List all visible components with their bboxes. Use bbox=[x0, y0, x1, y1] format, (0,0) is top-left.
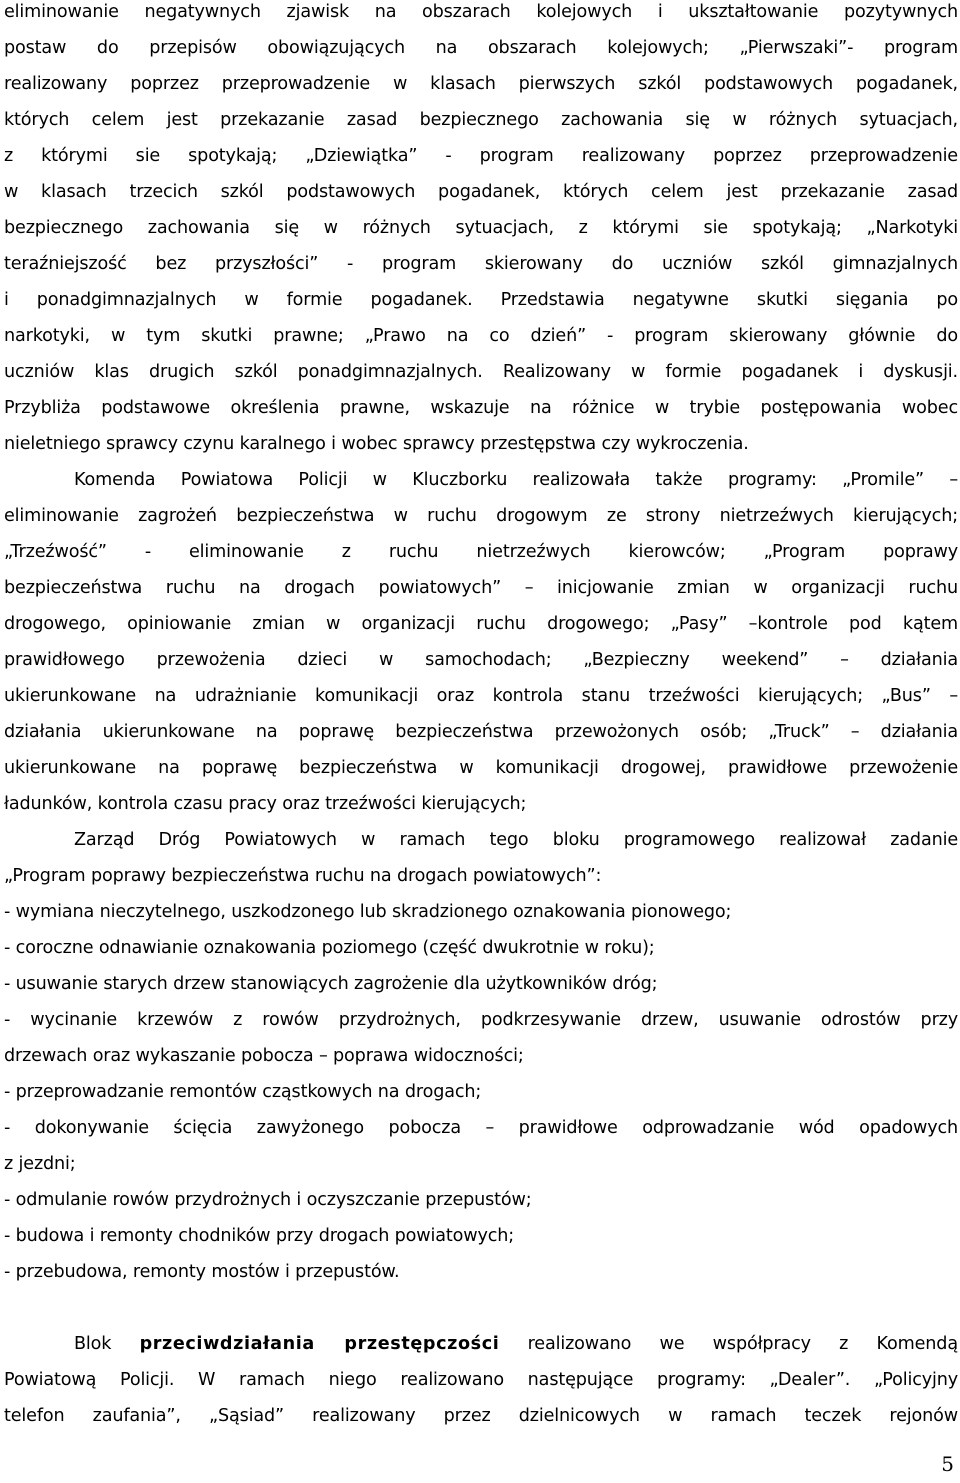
text-line: „Trzeźwość” - eliminowanie z ruchu nietrzeźwych kierowców; „Program poprawy bbox=[4, 542, 958, 562]
text-line: uczniów klas drugich szkól ponadgimnazjalnych. Realizowany w formie pogadanek i dyskusji. bbox=[4, 362, 958, 382]
list-item: - odmulanie rowów przydrożnych i oczyszczanie przepustów; bbox=[4, 1190, 532, 1210]
text-line: których celem jest przekazanie zasad bezpiecznego zachowania się w różnych sytuacjach, bbox=[4, 110, 958, 130]
text-line: ładunków, kontrola czasu pracy oraz trzeźwości kierujących; bbox=[4, 794, 527, 814]
text-line: „Program poprawy bezpieczeństwa ruchu na drogach powiatowych”: bbox=[4, 866, 602, 886]
text-fragment: realizowano we współpracy z Komendą bbox=[527, 1334, 958, 1354]
text-line: w klasach trzecich szkól podstawowych pogadanek, których celem jest przekazanie zasad bbox=[4, 182, 958, 202]
text-line: Powiatową Policji. W ramach niego realizowano następujące programy: „Dealer”. „Policyjny bbox=[4, 1370, 958, 1390]
text-line: ukierunkowane na udrażnianie komunikacji oraz kontrola stanu trzeźwości kierujących; „Bus” – bbox=[4, 686, 958, 706]
bold-phrase: przeciwdziałania przestępczości bbox=[139, 1334, 500, 1354]
page-number: 5 bbox=[941, 1452, 954, 1476]
list-item: - budowa i remonty chodników przy drogach powiatowych; bbox=[4, 1226, 515, 1246]
text-line: drogowego, opiniowanie zmian w organizacji ruchu drogowego; „Pasy” –kontrole pod kątem bbox=[4, 614, 958, 634]
list-item: - usuwanie starych drzew stanowiących zagrożenie dla użytkowników dróg; bbox=[4, 974, 658, 994]
list-item: - wycinanie krzewów z rowów przydrożnych, podkrzesywanie drzew, usuwanie odrostów przy bbox=[4, 1010, 958, 1030]
text-line: działania ukierunkowane na poprawę bezpieczeństwa przewożonych osób; „Truck” – działania bbox=[4, 722, 958, 742]
text-line: Przybliża podstawowe określenia prawne, wskazuje na różnice w trybie postępowania wobec bbox=[4, 398, 958, 418]
list-item-continuation: z jezdni; bbox=[4, 1154, 76, 1174]
text-line: postaw do przepisów obowiązujących na obszarach kolejowych; „Pierwszaki”- program bbox=[4, 38, 958, 58]
text-line: z którymi sie spotykają; „Dziewiątka” - program realizowany poprzez przeprowadzenie bbox=[4, 146, 958, 166]
text-line bbox=[74, 1332, 958, 1356]
list-item: - dokonywanie ścięcia zawyżonego pobocza – prawidłowe odprowadzanie wód opadowych bbox=[4, 1118, 958, 1138]
text-line: Zarząd Dróg Powiatowych w ramach tego bloku programowego realizował zadanie bbox=[74, 830, 958, 850]
list-item: - przebudowa, remonty mostów i przepustów. bbox=[4, 1262, 400, 1282]
list-item: - coroczne odnawianie oznakowania poziomego (część dwukrotnie w roku); bbox=[4, 938, 655, 958]
text-line: prawidłowego przewożenia dzieci w samochodach; „Bezpieczny weekend” – działania bbox=[4, 650, 958, 670]
text-line: i ponadgimnazjalnych w formie pogadanek. Przedstawia negatywne skutki sięgania po bbox=[4, 290, 958, 310]
text-line: teraźniejszość bez przyszłości” - program skierowany do uczniów szkól gimnazjalnych bbox=[4, 254, 958, 274]
text-fragment: Blok bbox=[74, 1334, 112, 1354]
text-line: narkotyki, w tym skutki prawne; „Prawo na co dzień” - program skierowany głównie do bbox=[4, 326, 958, 346]
list-item: - przeprowadzanie remontów cząstkowych na drogach; bbox=[4, 1082, 482, 1102]
text-line: bezpieczeństwa ruchu na drogach powiatowych” – inicjowanie zmian w organizacji ruchu bbox=[4, 578, 958, 598]
text-line: eliminowanie zagrożeń bezpieczeństwa w ruchu drogowym ze strony nietrzeźwych kierujących; bbox=[4, 506, 958, 526]
text-line: ukierunkowane na poprawę bezpieczeństwa w komunikacji drogowej, prawidłowe przewożenie bbox=[4, 758, 958, 778]
text-line: telefon zaufania”, „Sąsiad” realizowany przez dzielnicowych w ramach teczek rejonów bbox=[4, 1406, 958, 1426]
list-item-continuation: drzewach oraz wykaszanie pobocza – poprawa widoczności; bbox=[4, 1046, 524, 1066]
text-line: realizowany poprzez przeprowadzenie w klasach pierwszych szkól podstawowych pogadanek, bbox=[4, 74, 958, 94]
text-line: eliminowanie negatywnych zjawisk na obszarach kolejowych i ukształtowanie pozytywnych bbox=[4, 2, 958, 22]
text-line: nieletniego sprawcy czynu karalnego i wobec sprawcy przestępstwa czy wykroczenia. bbox=[4, 434, 749, 454]
list-item: - wymiana nieczytelnego, uszkodzonego lub skradzionego oznakowania pionowego; bbox=[4, 902, 732, 922]
text-line: bezpiecznego zachowania się w różnych sytuacjach, z którymi sie spotykają; „Narkotyki bbox=[4, 218, 958, 238]
text-line: Komenda Powiatowa Policji w Kluczborku realizowała także programy: „Promile” – bbox=[74, 470, 958, 490]
